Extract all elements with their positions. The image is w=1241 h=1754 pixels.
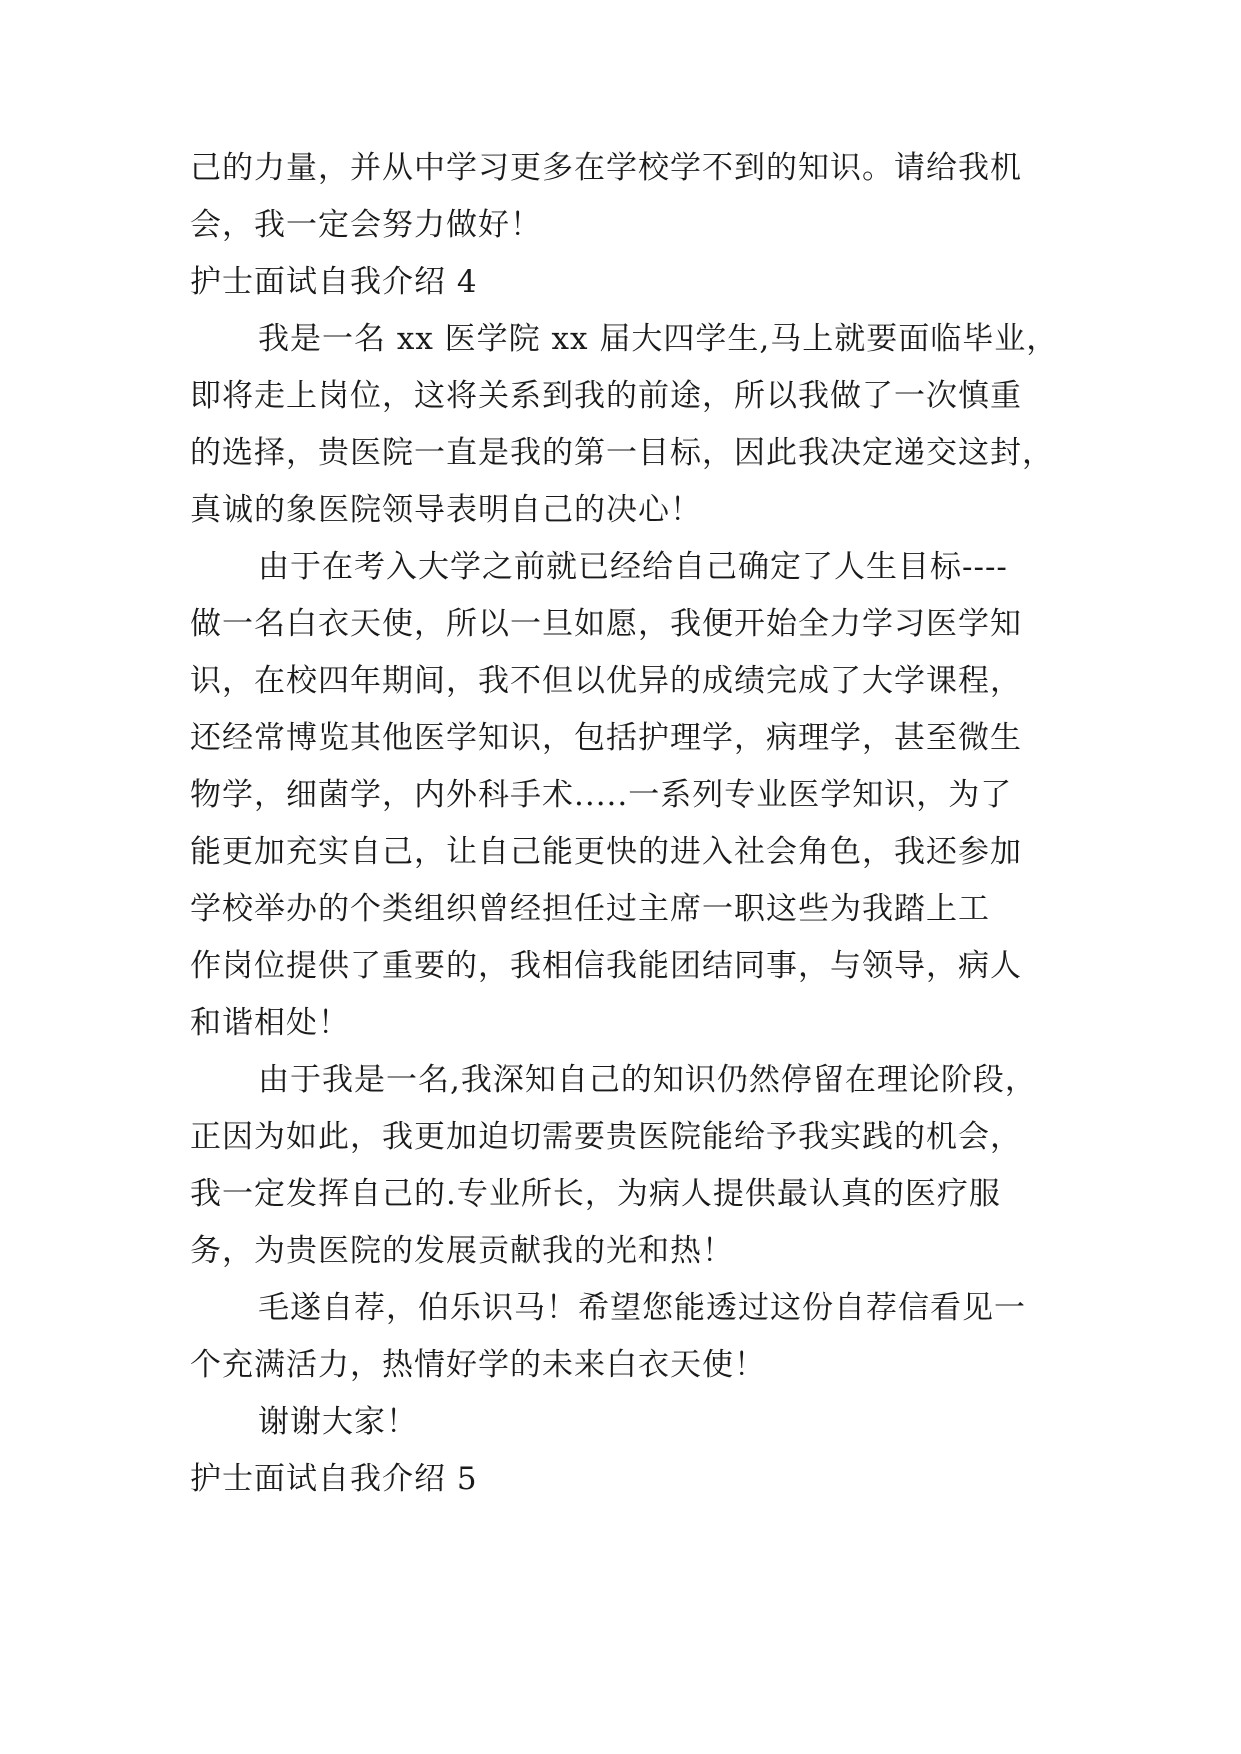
- paragraph-line: 我是一名 xx 医学院 xx 届大四学生,马上就要面临毕业，: [258, 321, 1059, 357]
- section-heading: 护士面试自我介绍 4: [190, 264, 478, 300]
- paragraph-line: 真诚的象医院领导表明自己的决心！: [190, 492, 702, 528]
- paragraph-line: 的选择，贵医院一直是我的第一目标，因此我决定递交这封，: [190, 435, 1054, 471]
- paragraph-line: 我一定发挥自己的.专业所长，为病人提供最认真的医疗服: [190, 1176, 1001, 1212]
- paragraph-line: 和谐相处！: [190, 1005, 350, 1041]
- paragraph-line: 识，在校四年期间，我不但以优异的成绩完成了大学课程，: [190, 663, 1022, 699]
- paragraph-line: 还经常博览其他医学知识，包括护理学，病理学，甚至微生: [190, 720, 1022, 756]
- paragraph-line: 正因为如此，我更加迫切需要贵医院能给予我实践的机会，: [190, 1119, 1022, 1155]
- paragraph-line: 学校举办的个类组织曾经担任过主席一职这些为我踏上工: [190, 891, 990, 927]
- paragraph-line: 务，为贵医院的发展贡献我的光和热！: [190, 1233, 734, 1269]
- paragraph-line: 物学，细菌学，内外科手术.....一系列专业医学知识，为了: [190, 777, 1013, 813]
- paragraph-line: 由于我是一名,我深知自己的知识仍然停留在理论阶段，: [258, 1062, 1037, 1098]
- paragraph-line: 己的力量，并从中学习更多在学校学不到的知识。请给我机: [190, 150, 1022, 186]
- paragraph-line: 谢谢大家！: [258, 1404, 418, 1440]
- paragraph-line: 作岗位提供了重要的，我相信我能团结同事，与领导，病人: [190, 948, 1022, 984]
- paragraph-line: 即将走上岗位，这将关系到我的前途，所以我做了一次慎重: [190, 378, 1022, 414]
- paragraph-line: 做一名白衣天使，所以一旦如愿，我便开始全力学习医学知: [190, 606, 1022, 642]
- paragraph-line: 能更加充实自己，让自己能更快的进入社会角色，我还参加: [190, 834, 1022, 870]
- paragraph-line: 个充满活力，热情好学的未来白衣天使！: [190, 1347, 766, 1383]
- paragraph-line: 毛遂自荐，伯乐识马！希望您能透过这份自荐信看见一: [258, 1290, 1026, 1326]
- paragraph-line: 由于在考入大学之前就已经给自己确定了人生目标----: [258, 549, 1008, 585]
- section-heading: 护士面试自我介绍 5: [190, 1461, 478, 1497]
- paragraph-line: 会，我一定会努力做好！: [190, 207, 542, 243]
